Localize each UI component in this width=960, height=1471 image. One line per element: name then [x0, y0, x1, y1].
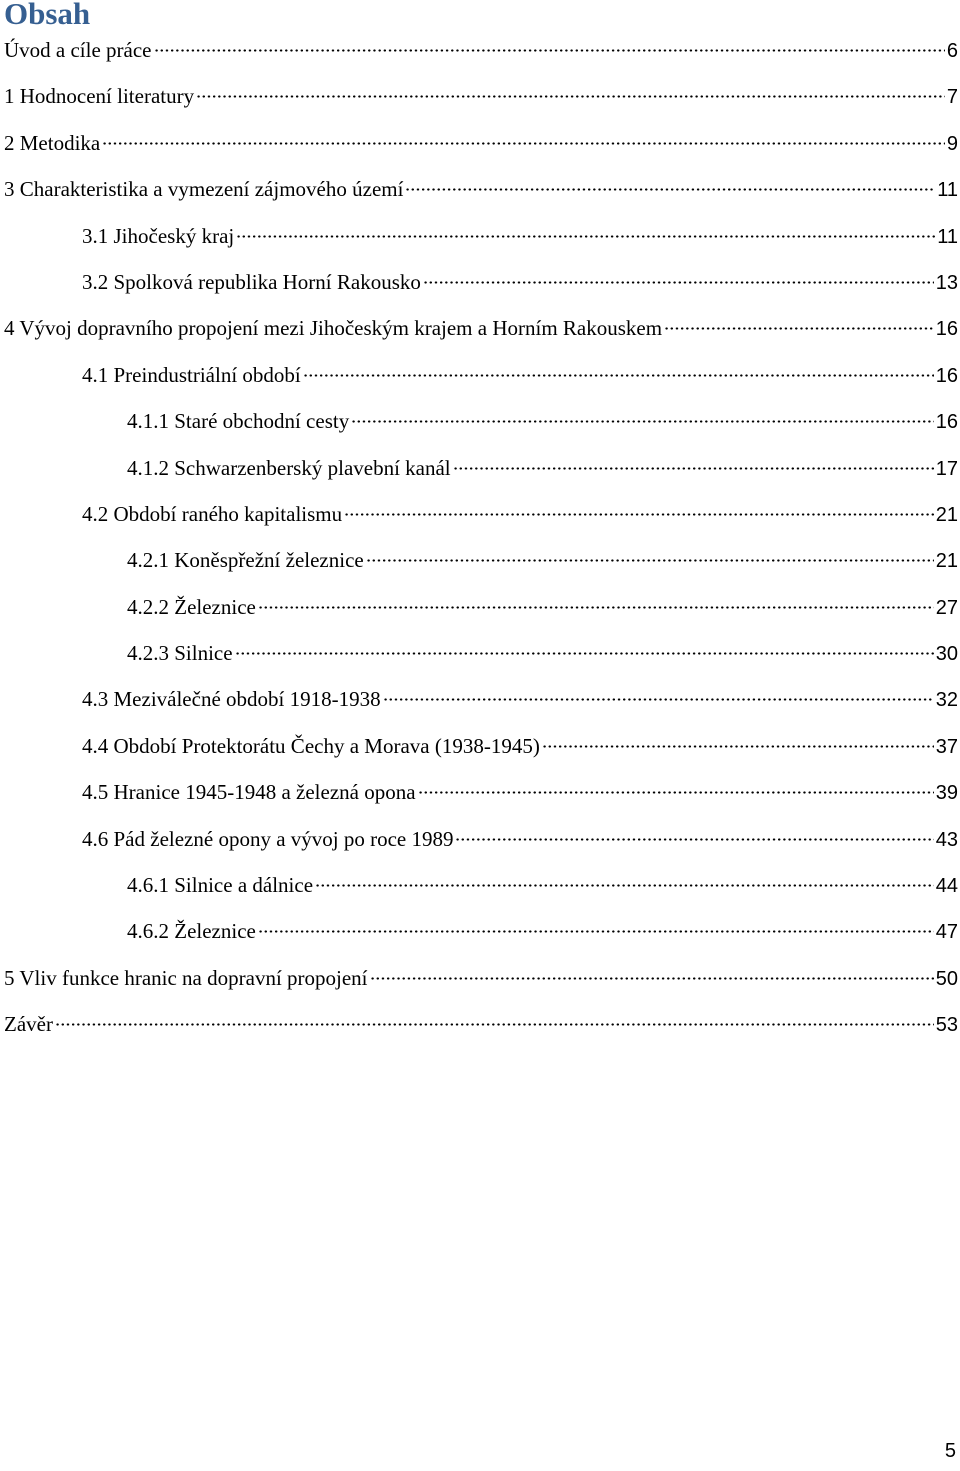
toc-entry-title: 4.2.2 Železnice — [127, 594, 256, 619]
table-of-contents — [0, 27, 960, 1048]
toc-entry[interactable] — [0, 352, 960, 398]
toc-dot-leader — [542, 745, 934, 748]
toc-dot-leader — [418, 791, 934, 794]
toc-entry-title: 4.6.2 Železnice — [127, 919, 256, 944]
toc-entry-page: 39 — [935, 782, 958, 805]
toc-entry-title: 4 Vývoj dopravního propojení mezi Jihočeským krajem a Horním Rakouskem — [4, 316, 663, 341]
toc-entry[interactable] — [0, 908, 960, 954]
toc-entry-title: 4.4 Období Protektorátu Čechy a Morava (1938-1945) — [82, 733, 540, 758]
toc-dot-leader — [383, 698, 934, 701]
toc-entry-title: 4.1 Preindustriální období — [82, 362, 301, 387]
toc-entry-page: 37 — [935, 735, 958, 758]
toc-dot-leader — [344, 513, 934, 516]
toc-dot-leader — [236, 235, 935, 238]
toc-entry[interactable] — [0, 259, 960, 305]
toc-entry-page: 17 — [935, 457, 958, 480]
toc-entry[interactable] — [0, 862, 960, 908]
toc-dot-leader — [303, 374, 934, 377]
toc-entry-title: 3.1 Jihočeský kraj — [82, 223, 235, 248]
toc-entry-page: 16 — [935, 364, 958, 387]
toc-entry[interactable] — [0, 213, 960, 259]
toc-entry[interactable] — [0, 723, 960, 769]
toc-entry-title: 4.2.1 Koněspřežní železnice — [127, 548, 364, 573]
toc-entry-title: 4.1.1 Staré obchodní cesty — [127, 409, 350, 434]
toc-entry-page: 16 — [935, 411, 958, 434]
toc-entry[interactable] — [0, 584, 960, 630]
toc-entry-page: 16 — [935, 318, 958, 341]
toc-entry[interactable] — [0, 120, 960, 166]
toc-entry-page: 13 — [935, 271, 958, 294]
toc-dot-leader — [664, 327, 934, 330]
toc-dot-leader — [366, 559, 934, 562]
toc-entry[interactable] — [0, 1001, 960, 1047]
toc-dot-leader — [455, 838, 933, 841]
toc-entry[interactable] — [0, 816, 960, 862]
toc-entry[interactable] — [0, 955, 960, 1001]
toc-entry-page: 50 — [935, 967, 958, 990]
toc-entry[interactable] — [0, 27, 960, 73]
toc-dot-leader — [370, 977, 934, 980]
toc-entry[interactable] — [0, 630, 960, 676]
toc-entry-title: Úvod a cíle práce — [4, 38, 152, 62]
toc-entry-title: 4.1.2 Schwarzenberský plavební kanál — [127, 455, 451, 480]
toc-entry-title: 2 Metodika — [4, 130, 101, 155]
toc-dot-leader — [405, 188, 935, 191]
toc-entry-page: 21 — [935, 503, 958, 526]
toc-entry[interactable] — [0, 445, 960, 491]
toc-entry-page: 53 — [935, 1014, 958, 1037]
toc-dot-leader — [235, 652, 934, 655]
toc-entry-page: 32 — [935, 689, 958, 712]
page-title: Obsah — [4, 0, 91, 31]
toc-entry-page: 7 — [946, 86, 958, 109]
toc-entry-page: 27 — [935, 596, 958, 619]
toc-dot-leader — [154, 49, 945, 52]
toc-entry-page: 11 — [937, 225, 958, 248]
toc-dot-leader — [258, 606, 934, 609]
toc-entry-page: 9 — [946, 132, 958, 155]
toc-entry-title: 5 Vliv funkce hranic na dopravní propojení — [4, 965, 368, 990]
toc-dot-leader — [423, 281, 934, 284]
toc-dot-leader — [315, 884, 934, 887]
toc-dot-leader — [453, 467, 934, 470]
toc-entry-title: 4.6 Pád železné opony a vývoj po roce 1989 — [82, 826, 454, 851]
toc-entry[interactable] — [0, 305, 960, 351]
toc-dot-leader — [196, 95, 945, 98]
toc-entry[interactable] — [0, 769, 960, 815]
page-number: 5 — [944, 1440, 956, 1462]
toc-entry-title: Závěr — [4, 1012, 53, 1037]
toc-entry-title: 4.2.3 Silnice — [127, 641, 233, 666]
toc-dot-leader — [55, 1023, 934, 1026]
toc-entry-page: 30 — [935, 643, 958, 666]
toc-entry-page: 6 — [946, 40, 958, 62]
toc-entry[interactable] — [0, 537, 960, 583]
toc-dot-leader — [258, 930, 934, 933]
toc-entry-title: 1 Hodnocení literatury — [4, 84, 195, 109]
toc-entry-title: 4.6.1 Silnice a dálnice — [127, 873, 314, 898]
toc-entry[interactable] — [0, 491, 960, 537]
toc-entry[interactable] — [0, 73, 960, 119]
toc-entry-page: 44 — [935, 875, 958, 898]
toc-entry-title: 4.2 Období raného kapitalismu — [82, 501, 343, 526]
toc-entry[interactable] — [0, 166, 960, 212]
toc-entry-page: 47 — [935, 921, 958, 944]
toc-entry-title: 3 Charakteristika a vymezení zájmového území — [4, 177, 404, 202]
toc-entry-page: 11 — [937, 179, 958, 202]
toc-entry[interactable] — [0, 398, 960, 444]
toc-dot-leader — [351, 420, 934, 423]
toc-dot-leader — [102, 142, 945, 145]
toc-entry-page: 21 — [935, 550, 958, 573]
toc-entry-title: 3.2 Spolková republika Horní Rakousko — [82, 269, 421, 294]
toc-entry-page: 43 — [935, 828, 958, 851]
toc-entry-title: 4.5 Hranice 1945-1948 a železná opona — [82, 780, 416, 805]
toc-entry-title: 4.3 Meziválečné období 1918-1938 — [82, 687, 381, 712]
toc-entry[interactable] — [0, 676, 960, 722]
